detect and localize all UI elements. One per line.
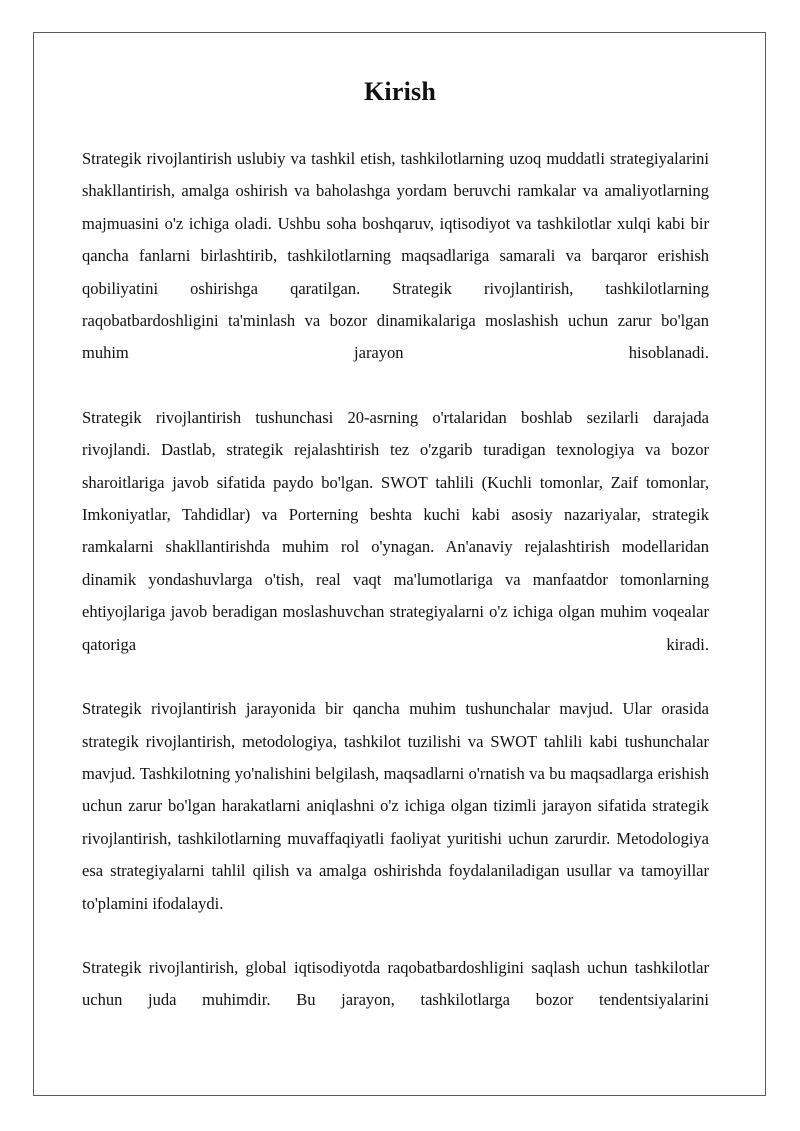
page-title: Kirish [364,77,436,106]
paragraph-2: Strategik rivojlantirish tushunchasi 20-asrning o'rtalaridan boshlab sezilarli darajada rivojlandi. Dastlab, strategik rejalashtirish tez o'zgarib turadigan texnologiya va bozor sharoitlariga javob sifatida paydo bo'lgan. SWOT tahlili (Kuchli tomonlar, Zaif tomonlar, Imkoniyatlar, Tahdidlar) va Porterning beshta kuchi kabi asosiy nazariyalar, strategik ramkalarni shakllantirishda muhim rol o'ynagan. An'anaviy rejalashtirish modellaridan dinamik yondashuvlarga o'tish, real vaqt ma'lumotlariga va manfaatdor tomonlarning ehtiyojlariga javob beradigan moslashuvchan strategiyalarni o'z ichiga olgan muhim voqealar qatoriga kiradi. [82,407,709,654]
paragraph-1: Strategik rivojlantirish uslubiy va tashkil etish, tashkilotlarning uzoq muddatli strategiyalarini shakllantirish, amalga oshirish va baholashga yordam beruvchi ramkalar va amaliyotlarning majmuasini o'z ichiga oladi. Ushbu soha boshqaruv, iqtisodiyot va tashkilotlar xulqi kabi bir qancha fanlarni birlashtirib, tashkilotlarning maqsadlariga samarali va barqaror erishish qobiliyatini oshirishga qaratilgan. Strategik rivojlantirish, tashkilotlarning raqobatbardoshligini ta'minlash va bozor dinamikalariga moslashish uchun zarur bo'lgan muhim jarayon hisoblanadi. [82,149,709,363]
paragraph-4: Strategik rivojlantirish, global iqtisodiyotda raqobatbardoshligini saqlash uchun tashkilotlar uchun juda muhimdir. Bu jarayon, tashkilotlarga bozor tendentsiyalarini [82,957,709,1010]
paragraph-3: Strategik rivojlantirish jarayonida bir qancha muhim tushunchalar mavjud. Ular orasida strategik rivojlantirish, metodologiya, tashkilot tuzilishi va SWOT tahlili kabi tushunchalar mavjud. Tashkilotning yo'nalishini belgilash, maqsadlarni o'rnatish va bu maqsadlarga erishish uchun zarur bo'lgan harakatlarni aniqlashni o'z ichiga olgan tizimli jarayon sifatida strategik rivojlantirish, tashkilotlarning muvaffaqiyatli faoliyat yuritishi uchun zarurdir. Metodologiya esa strategiyalarni tahlil qilish va amalga oshirishda foydalaniladigan usullar va tamoyillar to'plamini ifodalaydi. [82,699,709,913]
document-body [82,143,709,1049]
